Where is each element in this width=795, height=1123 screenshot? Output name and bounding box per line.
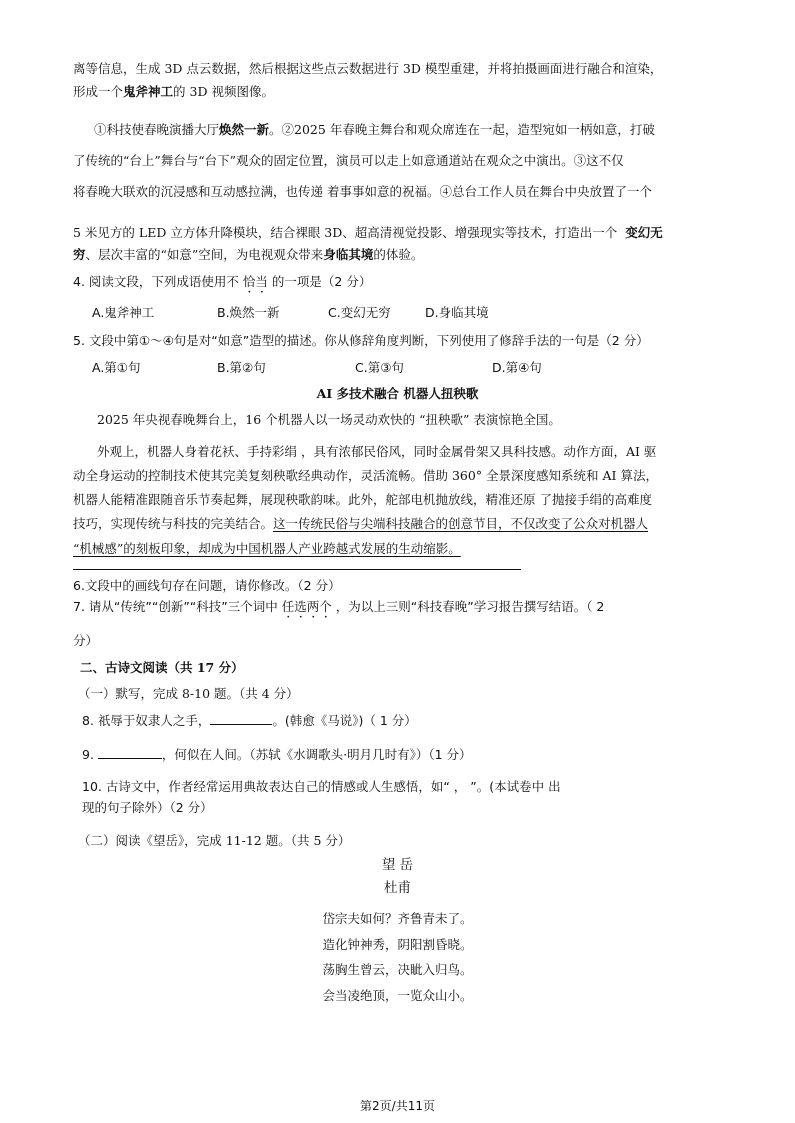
question-9 — [82, 745, 472, 764]
poem-line: 岱宗夫如何？齐鲁青未了。 — [322, 911, 473, 926]
passage2-line: 2025 年央视春晚舞台上，16 个机器人以一场灵动欢快的 “扭秧歌” 表演惊艳全国。 — [97, 412, 561, 427]
passage2-title: AI 多技术融合 机器人扭秧歌 — [316, 386, 479, 401]
underlined-sentence: “机械感”的刻板印象，却成为中国机器人产业跨越式发展的生动缩影。 — [73, 541, 461, 556]
idiom-highlight: 鬼斧神工 — [123, 84, 174, 99]
section-subheading: （一）默写，完成 8-10 题。（共 4 分） — [78, 686, 299, 701]
text-span: 7. 请从“传统”“创新”“科技”三个词中 — [73, 599, 278, 614]
section-heading: 二、古诗文阅读（共 17 分） — [80, 660, 244, 675]
passage1-line — [73, 83, 274, 101]
divider — [73, 569, 521, 570]
poem-line: 荡胸生曾云，决眦入归鸟。 — [322, 962, 473, 977]
text-span: 5 米见方的 LED 立方体升降模块，结合裸眼 3D、超高清视觉投影、增强现实等技术，打造出一个 — [73, 225, 618, 240]
poem-line: 会当凌绝顶，一览众山小。 — [322, 988, 473, 1003]
passage1-line — [94, 121, 655, 139]
text-span: ，何似在人间。（苏轼《水调歌头·明月几时有》）（1 分） — [161, 747, 472, 762]
text-span: 。②2025 年春晚主舞台和观众席连在一起，造型宛如一柄如意，打破 — [269, 122, 655, 137]
idiom-highlight: 身临其境 — [323, 247, 374, 262]
question-5-option: B.第②句 — [217, 360, 266, 375]
text-span: 4. 阅读文段，下列成语使用不 — [73, 274, 239, 289]
question-4-option: B.焕然一新 — [217, 305, 280, 320]
question-4-option: C.变幻无穷 — [328, 305, 391, 320]
question-6-stem: 6.文段中的画线句存在问题，请你修改。（2 分） — [73, 578, 341, 593]
text-span: ，为以上三则“科技春晚”学习报告撰写结语。（ 2 — [335, 599, 605, 614]
poem-title: 望 岳 — [381, 857, 414, 873]
passage2-line — [73, 515, 648, 533]
text-span: 的一项是（2 分） — [271, 274, 372, 289]
emphasis-text: 恰当 — [242, 274, 268, 289]
text-span: 的体验。 — [373, 247, 424, 262]
idiom-highlight: 变幻无 — [625, 225, 663, 240]
question-10-cont: 现的句子除外）（2 分） — [82, 800, 213, 815]
text-span: 8. 祇辱于奴隶人之手， — [82, 713, 211, 728]
question-4-option: D.身临其境 — [425, 305, 489, 320]
question-5-option: D.第④句 — [492, 360, 542, 375]
passage1-line — [73, 224, 663, 242]
passage1-line: 了传统的“台上”舞台与“台下”观众的固定位置，演员可以走上如意通道站在观众之中演出。③这不仅 — [73, 153, 624, 168]
question-4-option: A.鬼斧神工 — [92, 305, 155, 320]
text-span: ①科技使春晚演播大厅 — [94, 122, 220, 137]
section-subheading: （二）阅读《望岳》，完成 11-12 题。（共 5 分） — [78, 833, 351, 848]
text-span: 的 3D 视频图像。 — [173, 84, 274, 99]
question-5-option: C.第③句 — [355, 360, 404, 375]
text-span: 9. — [82, 747, 98, 762]
passage1-line — [73, 246, 423, 264]
question-7-stem — [73, 598, 604, 621]
passage1-line: 离等信息，生成 3D 点云数据，然后根据这些点云数据进行 3D 模型重建，并将拍摄画面进行融合和渲染， — [73, 61, 663, 76]
passage2-line: 动全身运动的控制技术使其完美复刻秧歌经典动作，灵活流畅。借助 360° 全景深度感知系统和 AI 算法， — [73, 468, 658, 483]
question-5-stem: 5. 文段中第①～④句是对“如意”造型的描述。你从修辞角度判断，下列使用了修辞手法的一句是（2 分） — [73, 333, 649, 348]
text-span: 形成一个 — [73, 84, 124, 99]
question-7-stem-cont: 分） — [73, 633, 99, 648]
emphasis-text: 任选两个 — [281, 599, 332, 614]
question-8 — [82, 711, 417, 730]
text-span: 、层次丰富的“如意”空间，为电视观众带来 — [85, 247, 324, 262]
page-number: 第2页/共11页 — [360, 1099, 435, 1113]
poem-author: 杜甫 — [384, 880, 411, 896]
answer-blank[interactable] — [98, 745, 162, 759]
passage1-line: 将春晚大联欢的沉浸感和互动感拉满，也传递 着事事如意的祝福。④总台工作人员在舞台中央放置了一个 — [73, 184, 652, 199]
text-span: 。(韩愈《马说》)（ 1 分） — [272, 713, 417, 728]
question-4-stem — [73, 273, 371, 296]
question-5-option: A.第①句 — [92, 360, 141, 375]
idiom-highlight: 焕然一新 — [219, 122, 270, 137]
text-span: 技巧，实现传统与科技的完美结合。 — [73, 516, 274, 531]
idiom-highlight: 穷 — [73, 247, 86, 262]
passage2-line: 外观上，机器人身着花袄、手持彩绢 ，具有浓郁民俗风，同时金属骨架又具科技感。动作方面，AI 驱 — [97, 444, 657, 459]
underlined-sentence: 这一传统民俗与尖端科技融合的创意节目，不仅改变了公众对机器人 — [273, 516, 649, 531]
answer-blank[interactable] — [210, 711, 272, 725]
passage2-line: 机器人能精准跟随音乐节奏起舞，展现秧歌韵味。此外，舵部电机抛放线，精准还原 了抛接手绢的高难度 — [73, 492, 652, 507]
poem-line: 造化钟神秀，阴阳割昏晓。 — [322, 937, 473, 952]
passage2-line — [73, 540, 461, 558]
question-10: 10. 古诗文中，作者经常运用典故表达自己的情感或人生感悟，如“ ， ”。(本试卷中 出 — [82, 779, 561, 794]
